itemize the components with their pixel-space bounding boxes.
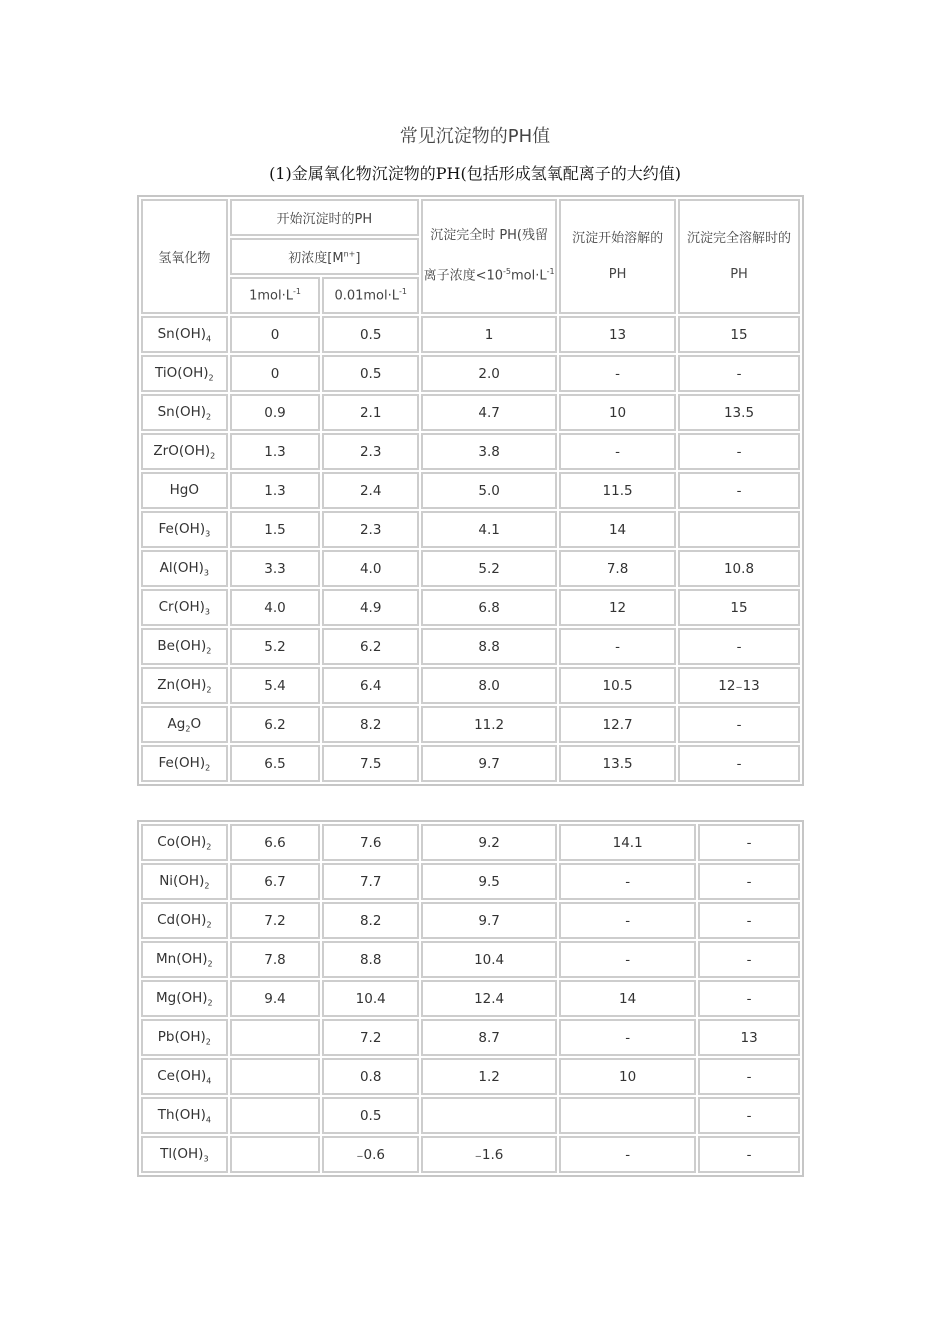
ph-start-1mol-cell	[230, 1136, 321, 1173]
header-dissolve-full: 沉淀完全溶解时的 PH	[678, 199, 800, 314]
ph-start-001mol-cell: 7.7	[322, 863, 419, 900]
ph-start-001mol-cell: 7.6	[322, 824, 419, 861]
ph-start-001mol-cell: 4.9	[322, 589, 419, 626]
table-row	[141, 589, 800, 626]
ph-start-001mol-cell: 0.5	[322, 355, 419, 392]
ph-complete-cell: 8.0	[421, 667, 557, 704]
ph-complete-cell: 9.5	[421, 863, 557, 900]
compound-cell: $Fe(OH)_3$	[141, 511, 228, 548]
ph-start-1mol-cell: 5.2	[230, 628, 321, 665]
ph-start-1mol-cell: 3.3	[230, 550, 321, 587]
compound-cell: $ZrO(OH)_2$	[141, 433, 228, 470]
table-caption: (1)金属氧化物沉淀物的PH(包括形成氢氧配离子的大约值)	[269, 164, 681, 183]
ph-start-001mol-cell: 6.2	[322, 628, 419, 665]
ph-start-001mol-cell: 2.3	[322, 433, 419, 470]
ph-complete-cell: 6.8	[421, 589, 557, 626]
ph-dissolve-full-cell: -	[698, 1058, 800, 1095]
compound-cell: $Tl(OH)_3$	[141, 1136, 228, 1173]
compound-cell: $Co(OH)_2$	[141, 824, 228, 861]
ph-complete-cell: 2.0	[421, 355, 557, 392]
ph-complete-cell: 9.2	[421, 824, 557, 861]
page-title: 常见沉淀物的PH值	[399, 126, 551, 147]
table-row	[141, 316, 800, 353]
table-row	[141, 667, 800, 704]
ph-dissolve-full-cell: 13.5	[678, 394, 800, 431]
ph-dissolve-start-cell: -	[559, 433, 676, 470]
ph-complete-cell: 12.4	[421, 980, 557, 1017]
ph-dissolve-full-cell: 15	[678, 316, 800, 353]
compound-cell: $Ni(OH)_2$	[141, 863, 228, 900]
ph-dissolve-start-cell: 10	[559, 394, 676, 431]
table-row	[141, 1058, 800, 1095]
ph-start-1mol-cell: 1.3	[230, 472, 321, 509]
ph-start-1mol-cell: 6.5	[230, 745, 321, 782]
header-compound: 氢氧化物	[141, 199, 228, 314]
compound-cell: $Th(OH)_4$	[141, 1097, 228, 1134]
ph-start-001mol-cell: 8.2	[322, 706, 419, 743]
ph-start-001mol-cell: 10.4	[322, 980, 419, 1017]
ph-dissolve-start-cell: -	[559, 902, 696, 939]
ph-start-1mol-cell: 4.0	[230, 589, 321, 626]
ph-dissolve-full-cell: -	[678, 355, 800, 392]
ph-dissolve-start-cell	[559, 1097, 696, 1134]
header-init-conc: 初浓度$[M^{n+}]$	[230, 238, 419, 275]
compound-cell: $Ag_2O$	[141, 706, 228, 743]
compound-cell: $TiO(OH)_2$	[141, 355, 228, 392]
ph-start-1mol-cell: 6.7	[230, 863, 321, 900]
table-row	[141, 745, 800, 782]
table-row	[141, 628, 800, 665]
ph-dissolve-full-cell: 13	[698, 1019, 800, 1056]
compound-cell: $Pb(OH)_2$	[141, 1019, 228, 1056]
ph-dissolve-start-cell: 12	[559, 589, 676, 626]
header-conc-001mol: $0.01mol\cdot L^{-1}$	[322, 277, 419, 314]
ph-complete-cell: 1	[421, 316, 557, 353]
ph-start-1mol-cell	[230, 1097, 321, 1134]
ph-dissolve-full-cell: -	[698, 1136, 800, 1173]
table-row	[141, 472, 800, 509]
compound-cell: $Mg(OH)_2$	[141, 980, 228, 1017]
ph-complete-cell: 1.2	[421, 1058, 557, 1095]
compound-cell: $Mn(OH)_2$	[141, 941, 228, 978]
ph-dissolve-full-cell: -	[698, 1097, 800, 1134]
ph-dissolve-start-cell: 7.8	[559, 550, 676, 587]
table-row	[141, 433, 800, 470]
ph-dissolve-start-cell: 11.5	[559, 472, 676, 509]
table-row	[141, 824, 800, 861]
ph-complete-cell: 11.2	[421, 706, 557, 743]
ph-start-1mol-cell: 1.3	[230, 433, 321, 470]
compound-cell: $Zn(OH)_2$	[141, 667, 228, 704]
ph-complete-cell: ₋1.6	[421, 1136, 557, 1173]
table-row	[141, 394, 800, 431]
ph-start-001mol-cell: 6.4	[322, 667, 419, 704]
ph-dissolve-full-cell: -	[678, 706, 800, 743]
ph-start-1mol-cell: 6.6	[230, 824, 321, 861]
ph-dissolve-full-cell: -	[698, 902, 800, 939]
header-complete-precip: 沉淀完全时 PH(残留 离子浓度$<10^{-5}mol\cdot L^{-1}$	[421, 199, 557, 314]
table-row	[141, 1097, 800, 1134]
ph-start-001mol-cell: 4.0	[322, 550, 419, 587]
compound-cell: $Sn(OH)_2$	[141, 394, 228, 431]
ph-start-001mol-cell: 2.4	[322, 472, 419, 509]
ph-dissolve-start-cell: 12.7	[559, 706, 676, 743]
ph-dissolve-start-cell: -	[559, 1019, 696, 1056]
header-start-precip: 开始沉淀时的PH	[230, 199, 419, 236]
ph-start-1mol-cell: 0.9	[230, 394, 321, 431]
table-row	[141, 550, 800, 587]
compound-cell: $Ce(OH)_4$	[141, 1058, 228, 1095]
ph-dissolve-full-cell: -	[678, 745, 800, 782]
ph-start-001mol-cell: 2.1	[322, 394, 419, 431]
ph-start-1mol-cell: 7.2	[230, 902, 321, 939]
ph-dissolve-start-cell: -	[559, 628, 676, 665]
ph-complete-cell: 9.7	[421, 745, 557, 782]
ph-dissolve-full-cell	[678, 511, 800, 548]
ph-dissolve-start-cell: 10	[559, 1058, 696, 1095]
ph-start-1mol-cell: 9.4	[230, 980, 321, 1017]
ph-dissolve-start-cell: 13	[559, 316, 676, 353]
table-row	[141, 902, 800, 939]
table-row	[141, 941, 800, 978]
compound-cell: $Sn(OH)_4$	[141, 316, 228, 353]
ph-complete-cell: 5.0	[421, 472, 557, 509]
ph-dissolve-full-cell: -	[698, 980, 800, 1017]
ph-complete-cell: 9.7	[421, 902, 557, 939]
ph-complete-cell: 4.1	[421, 511, 557, 548]
ph-dissolve-full-cell: -	[698, 824, 800, 861]
ph-complete-cell: 5.2	[421, 550, 557, 587]
ph-start-001mol-cell: 2.3	[322, 511, 419, 548]
ph-dissolve-full-cell: 12₋13	[678, 667, 800, 704]
ph-dissolve-start-cell: -	[559, 863, 696, 900]
table-row	[141, 355, 800, 392]
ph-dissolve-start-cell: 14	[559, 980, 696, 1017]
ph-start-1mol-cell	[230, 1019, 321, 1056]
ph-start-1mol-cell	[230, 1058, 321, 1095]
ph-complete-cell: 10.4	[421, 941, 557, 978]
table-row	[141, 1019, 800, 1056]
compound-cell: $Al(OH)_3$	[141, 550, 228, 587]
ph-dissolve-full-cell: 10.8	[678, 550, 800, 587]
precipitate-table-part-2	[137, 820, 804, 1177]
ph-start-001mol-cell: 8.8	[322, 941, 419, 978]
ph-complete-cell	[421, 1097, 557, 1134]
ph-start-1mol-cell: 0	[230, 355, 321, 392]
ph-dissolve-start-cell: -	[559, 355, 676, 392]
ph-start-001mol-cell: ₋0.6	[322, 1136, 419, 1173]
ph-start-1mol-cell: 0	[230, 316, 321, 353]
header-dissolve-start: 沉淀开始溶解的 PH	[559, 199, 676, 314]
ph-complete-cell: 3.8	[421, 433, 557, 470]
header-conc-1mol: $1mol\cdot L^{-1}$	[230, 277, 321, 314]
ph-start-001mol-cell: 0.5	[322, 1097, 419, 1134]
ph-dissolve-full-cell: -	[698, 941, 800, 978]
ph-start-001mol-cell: 0.8	[322, 1058, 419, 1095]
ph-dissolve-full-cell: -	[698, 863, 800, 900]
ph-dissolve-start-cell: 13.5	[559, 745, 676, 782]
compound-cell: HgO	[141, 472, 228, 509]
ph-start-001mol-cell: 7.2	[322, 1019, 419, 1056]
compound-cell: $Cd(OH)_2$	[141, 902, 228, 939]
ph-start-001mol-cell: 8.2	[322, 902, 419, 939]
ph-dissolve-full-cell: 15	[678, 589, 800, 626]
ph-dissolve-start-cell: 10.5	[559, 667, 676, 704]
ph-start-1mol-cell: 1.5	[230, 511, 321, 548]
ph-complete-cell: 8.8	[421, 628, 557, 665]
ph-dissolve-full-cell: -	[678, 628, 800, 665]
precipitate-table-part-1	[137, 195, 804, 786]
ph-dissolve-full-cell: -	[678, 472, 800, 509]
ph-complete-cell: 4.7	[421, 394, 557, 431]
ph-dissolve-start-cell: -	[559, 941, 696, 978]
ph-complete-cell: 8.7	[421, 1019, 557, 1056]
compound-cell: $Be(OH)_2$	[141, 628, 228, 665]
compound-cell: $Cr(OH)_3$	[141, 589, 228, 626]
table-row	[141, 511, 800, 548]
table-row	[141, 863, 800, 900]
table-row	[141, 706, 800, 743]
ph-start-001mol-cell: 7.5	[322, 745, 419, 782]
table-row	[141, 1136, 800, 1173]
ph-start-1mol-cell: 5.4	[230, 667, 321, 704]
ph-dissolve-start-cell: -	[559, 1136, 696, 1173]
ph-dissolve-full-cell: -	[678, 433, 800, 470]
ph-dissolve-start-cell: 14.1	[559, 824, 696, 861]
ph-start-1mol-cell: 6.2	[230, 706, 321, 743]
table-row	[141, 980, 800, 1017]
ph-dissolve-start-cell: 14	[559, 511, 676, 548]
ph-start-001mol-cell: 0.5	[322, 316, 419, 353]
compound-cell: $Fe(OH)_2$	[141, 745, 228, 782]
ph-start-1mol-cell: 7.8	[230, 941, 321, 978]
